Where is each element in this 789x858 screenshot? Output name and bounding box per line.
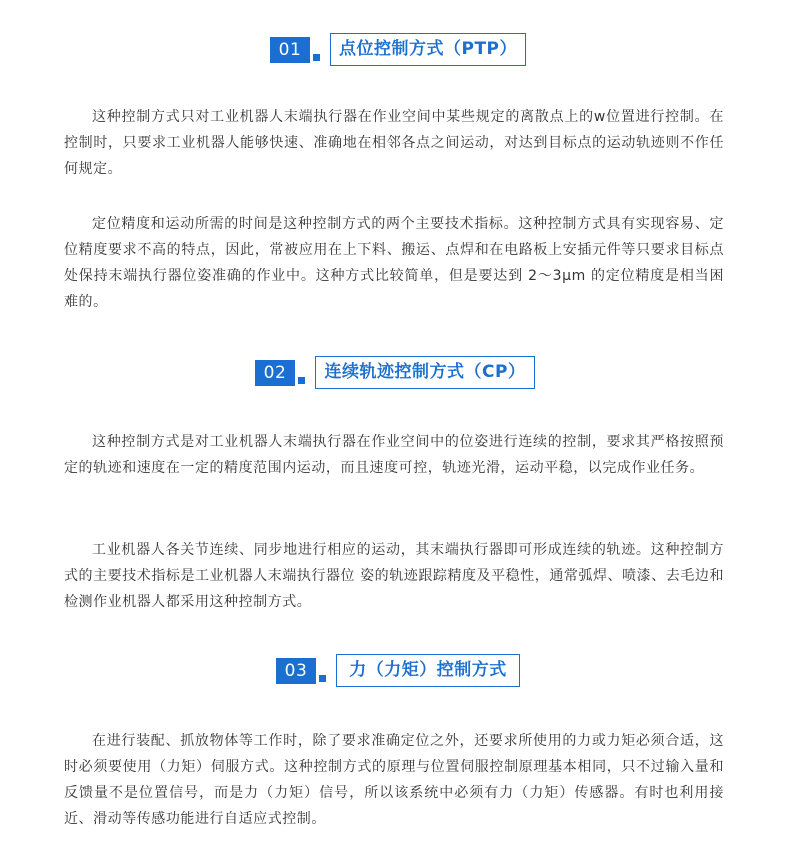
square-decoration-icon [313,54,320,61]
section-heading-02 [255,356,535,389]
section-title: 点位控制方式（PTP） [330,33,526,66]
paragraph: 这种控制方式是对工业机器人末端执行器在作业空间中的位姿进行连续的控制，要求其严格按照预定的轨迹和速度在一定的精度范围内运动，而且速度可控，轨迹光滑，运动平稳，以完成作业任务。 [64,434,724,476]
section-title: 力（力矩）控制方式 [336,654,520,687]
paragraph: 在进行装配、抓放物体等工作时，除了要求准确定位之外，还要求所使用的力或力矩必须合适，这时必须要使用（力矩）伺服方式。这种控制方式的原理与位置伺服控制原理基本相同，只不过输入量和反馈量不是位置信号，而是力（力矩）信号，所以该系统中必须有力（力矩）传感器。有时也利用接近、滑动等传感功能进行自适应式控制。 [64,733,724,827]
section-number-badge: 03 [276,658,316,684]
section-number-badge: 02 [255,360,295,386]
square-decoration-icon [319,675,326,682]
paragraph: 这种控制方式只对工业机器人末端执行器在作业空间中某些规定的离散点上的w位置进行控制。在控制时，只要求工业机器人能够快速、准确地在相邻各点之间运动，对达到目标点的运动轨迹则不作任何规定。 [64,109,724,177]
paragraph: 定位精度和运动所需的时间是这种控制方式的两个主要技术指标。这种控制方式具有实现容易、定位精度要求不高的特点，因此，常被应用在上下料、搬运、点焊和在电路板上安插元件等只要求目标点处保持末端执行器位姿准确的作业中。这种方式比较简单，但是要达到 2～3μm 的定位精度是相当困难的。 [64,216,724,310]
section-heading-01 [270,33,526,66]
section-heading-03 [276,654,520,687]
section-number-badge: 01 [270,37,310,63]
square-decoration-icon [298,377,305,384]
section-title: 连续轨迹控制方式（CP） [315,356,535,389]
paragraph: 工业机器人各关节连续、同步地进行相应的运动，其末端执行器即可形成连续的轨迹。这种控制方式的主要技术指标是工业机器人末端执行器位 姿的轨迹跟踪精度及平稳性，通常弧焊、喷漆、去毛边和检测作业机器人都采用这种控制方式。 [64,542,724,610]
